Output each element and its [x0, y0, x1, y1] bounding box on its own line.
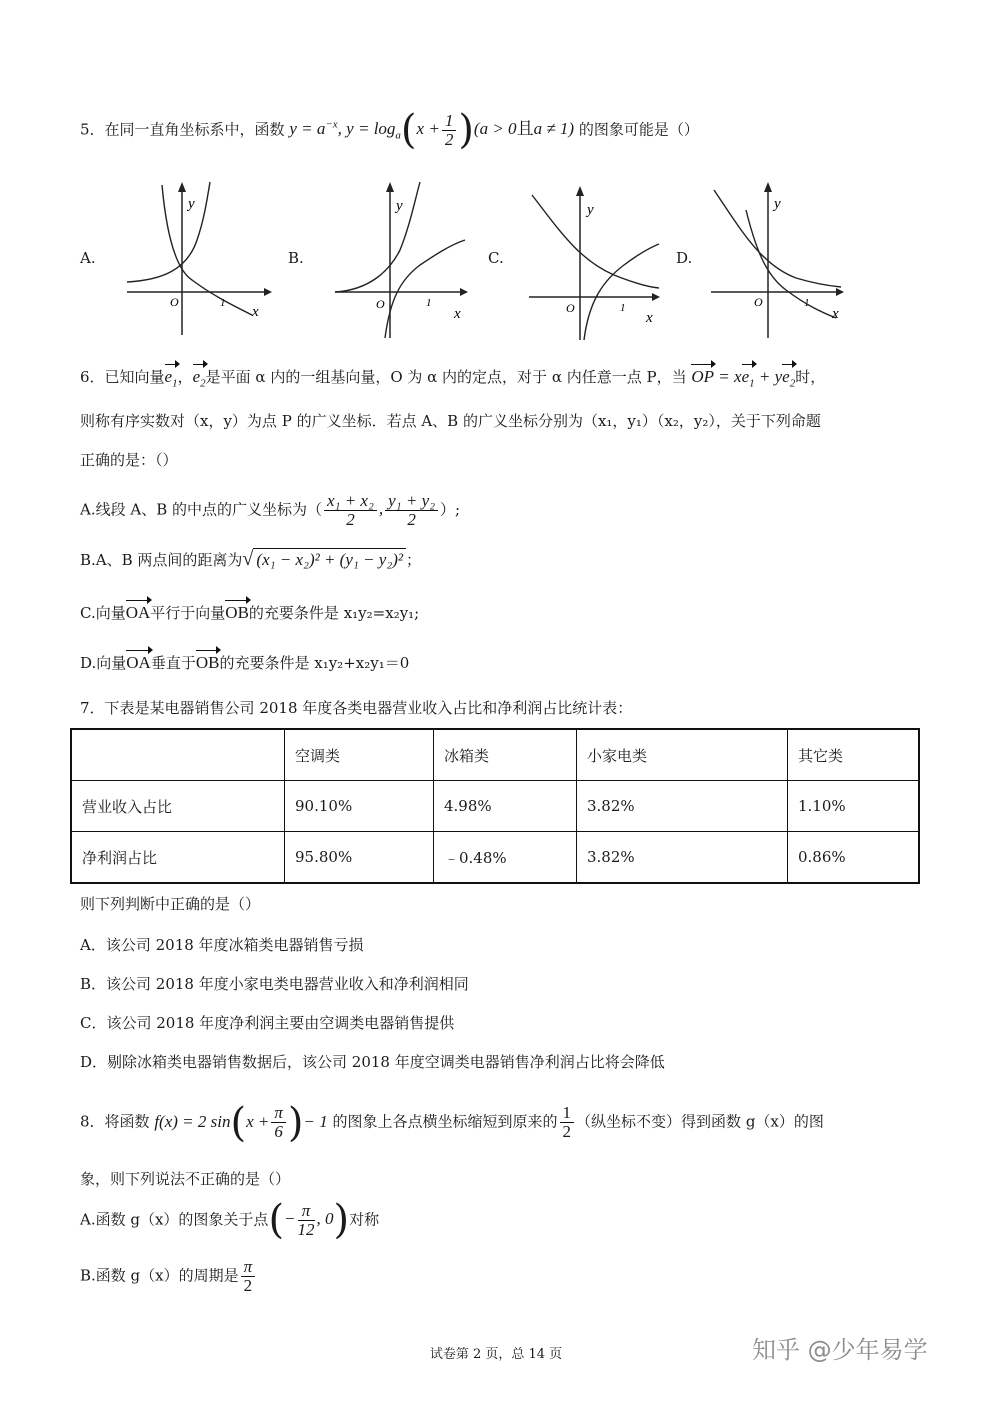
q5-formula: $y = a^{-x}$, $y = \log_a(x$ + $\frac{1}{2}$ )(a > 0且a ≠ 1)	[289, 107, 575, 154]
q5-graph-c	[524, 180, 674, 340]
svg-text:1: 1	[220, 297, 226, 309]
svg-text:1: 1	[426, 297, 432, 309]
table-header-cell: 其它类	[788, 729, 920, 781]
q5-option-c-label: C.	[488, 249, 504, 267]
q7-stem: 7．下表是某电器销售公司 2018 年度各类电器营业收入占比和净利润占比统计表：	[80, 699, 633, 717]
q6-option-d: D.向量OA垂直于OB的充要条件是 x₁y₂+x₂y₁＝0	[80, 653, 410, 672]
q7-stats-table	[70, 728, 920, 884]
q7-option-d: D．剔除冰箱类电器销售数据后，该公司 2018 年度空调类电器销售净利润占比将会降低	[80, 1053, 665, 1071]
table-header-cell: 冰箱类	[434, 729, 577, 781]
table-cell: 4.98%	[434, 781, 577, 832]
q8-option-a: A.函数 g（x）的图象关于点(− $\frac{\pi}{12}$ , 0)对称	[80, 1197, 380, 1244]
q5-graph-a	[122, 180, 272, 340]
svg-text:1: 1	[620, 302, 626, 314]
vector-ob: OB	[195, 653, 220, 672]
vector-oa: OA	[126, 653, 151, 672]
q5-option-b-label: B.	[288, 249, 304, 267]
q6-distance-formula: √ (x₁ − x₂)² + (y₁ − y₂)²	[242, 550, 406, 569]
q6-midpoint-formula: $\frac{\text{x₁ + x₂}}{2}$ , $\frac{\text{y₁ + y₂}}{2}$	[322, 499, 440, 518]
table-cell: 1.10%	[788, 781, 920, 832]
q8-half-fraction: $\frac{1}{2}$	[560, 1104, 575, 1141]
q6-stem-line2: 则称有序实数对（x，y）为点 P 的广义坐标．若点 A、B 的广义坐标分别为（x₁，y₁）（x₂，y₂），关于下列命题	[80, 412, 821, 430]
table-header-cell: 空调类	[285, 729, 434, 781]
svg-text:y: y	[774, 196, 781, 212]
vector-e1: $e_1$	[165, 366, 178, 394]
table-row	[71, 832, 919, 884]
svg-text:O: O	[566, 301, 575, 315]
svg-text:x: x	[252, 304, 259, 320]
table-header-cell: 小家电类	[577, 729, 788, 781]
q6-option-c: C.向量OA平行于向量OB的充要条件是 x₁y₂=x₂y₁;	[80, 603, 420, 622]
svg-text:O: O	[170, 295, 179, 309]
vector-oa: OA	[125, 603, 151, 622]
q7-option-c: C．该公司 2018 年度净利润主要由空调类电器销售提供	[80, 1014, 455, 1032]
svg-text:x: x	[646, 310, 653, 326]
vector-ob: OB	[225, 603, 249, 622]
table-cell: 3.82%	[577, 781, 788, 832]
svg-text:y: y	[587, 202, 594, 218]
q5-stem: 5．在同一直角坐标系中，函数 $y = a^{-x}$, $y = \log_a(x$ + $\frac{1}{2}$ )(a > 0且a ≠ 1) 的图象可能是（）	[80, 107, 699, 154]
svg-text:y: y	[396, 198, 403, 214]
q5-graph-b	[330, 180, 480, 340]
q8-stem-line2: 象，则下列说法不正确的是（）	[80, 1170, 291, 1188]
table-cell: 净利润占比	[71, 832, 285, 884]
table-header-cell	[71, 729, 285, 781]
q7-option-a: A．该公司 2018 年度冰箱类电器销售亏损	[80, 936, 364, 954]
q6-op-formula: OP = $xe_1 + ye_2$	[691, 367, 795, 386]
table-cell: 0.86%	[788, 832, 920, 884]
svg-text:O: O	[376, 297, 385, 311]
table-cell: 3.82%	[577, 832, 788, 884]
q5-option-d-label: D.	[676, 249, 693, 267]
table-row	[71, 781, 919, 832]
table-cell: 95.80%	[285, 832, 434, 884]
q8-option-b: B.函数 g（x）的周期是 $\frac{\pi}{2}$	[80, 1258, 257, 1295]
q6-option-a: A.线段 A、B 的中点的广义坐标为（ $\frac{\text{x₁ + x₂}}{2}$ , $\frac{\text{y₁ + y₂}}{2}$ ）;	[80, 491, 461, 529]
q7-question: 则下列判断中正确的是（）	[80, 895, 261, 913]
q8-period-fraction: $\frac{\pi}{2}$	[241, 1258, 256, 1295]
q5-option-a-label: A.	[80, 249, 96, 267]
svg-text:x: x	[832, 306, 839, 322]
table-cell: 营业收入占比	[71, 781, 285, 832]
svg-text:O: O	[754, 295, 763, 309]
q8-function-formula: f(x) = 2 sin(x + $\frac{\pi}{6}$ )− 1	[154, 1099, 328, 1146]
q5-graph-d	[706, 180, 856, 340]
svg-text:x: x	[454, 306, 461, 322]
vector-e2: $e_2$	[193, 366, 206, 394]
table-header-row	[71, 729, 919, 781]
svg-text:1: 1	[804, 297, 810, 309]
q8-stem-line1: 8．将函数 f(x) = 2 sin(x + $\frac{\pi}{6}$ )− 1 的图象上各点横坐标缩短到原来的 $\frac{1}{2}$ （纵坐标不变）得到函数 g（x）的图	[80, 1099, 824, 1146]
q6-stem-line3: 正确的是：（）	[80, 451, 178, 469]
q6-option-b: B.A、B 两点间的距离为√ (x₁ − x₂)² + (y₁ − y₂)² ；	[80, 548, 421, 570]
table-cell: ﹣0.48%	[434, 832, 577, 884]
page-footer: 试卷第 2 页，总 14 页	[429, 1347, 563, 1362]
q7-option-b: B．该公司 2018 年度小家电类电器营业收入和净利润相同	[80, 975, 469, 993]
q6-stem-line1: 6．已知向量$e_1$，$e_2$是平面 α 内的一组基向量，O 为 α 内的定点，对于 α 内任意一点 P，当 OP = $xe_1 + ye_2$时，	[80, 366, 825, 394]
watermark: 知乎 @少年易学	[752, 1336, 928, 1364]
svg-text:y: y	[188, 196, 195, 212]
q8-point-formula: (− $\frac{\pi}{12}$ , 0)	[268, 1197, 350, 1244]
table-cell: 90.10%	[285, 781, 434, 832]
